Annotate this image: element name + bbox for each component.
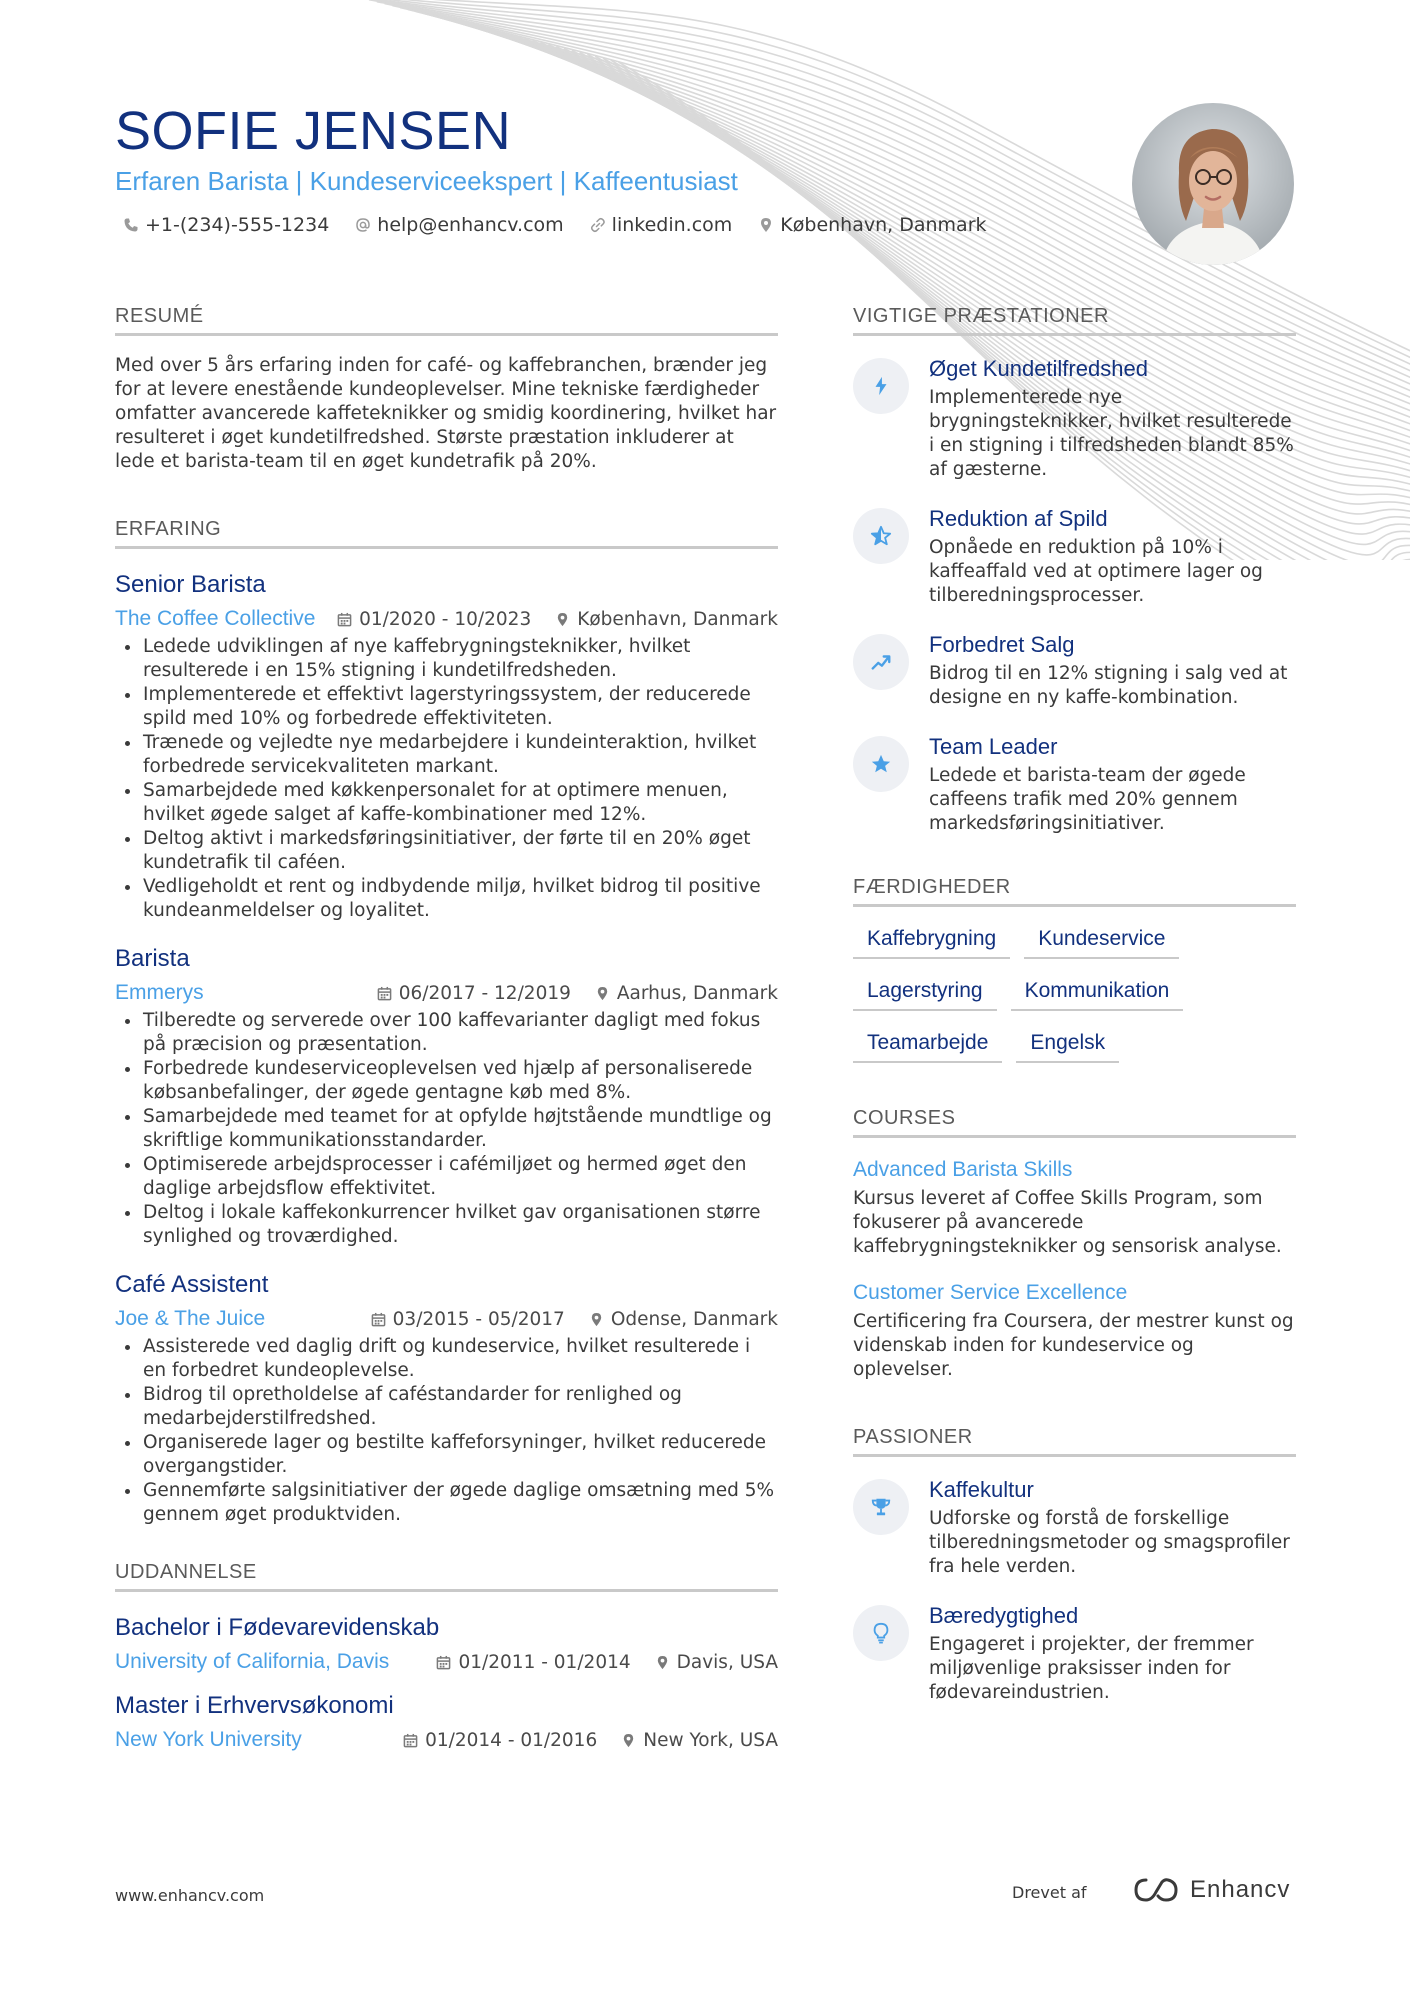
phone-icon (123, 217, 139, 233)
education-dates-text: 01/2014 - 01/2016 (425, 1729, 598, 1751)
right-column (853, 305, 1296, 1729)
job-location (555, 609, 778, 630)
contact-location-text: København, Danmark (780, 214, 987, 236)
contact-linkedin-text: linkedin.com (611, 214, 733, 236)
education-location-text: New York, USA (643, 1729, 778, 1751)
calendar-icon (436, 1655, 451, 1670)
experience-entry (115, 945, 778, 1249)
courses-section-title: COURSES (853, 1107, 1296, 1138)
job-bullet: Implementerede et effektivt lagerstyringssystem, der reducerede spild med 10% og forbedrede effektiviteten. (115, 683, 778, 731)
skills-section (853, 876, 1296, 1063)
job-bullet: Deltog i lokale kaffekonkurrencer hvilket gav organisationen større synlighed og troværdighed. (115, 1201, 778, 1249)
achievement-title: Team Leader (929, 734, 1058, 759)
degree-title: Master i Erhvervsøkonomi (115, 1692, 394, 1719)
calendar-icon (403, 1733, 418, 1748)
job-bullets (115, 1009, 778, 1249)
location-pin-icon (595, 986, 610, 1001)
achievement-text: Implementerede nye brygningsteknikker, hvilket resulterede i en stigning i tilfredsheden blandt 85% af gæsterne. (929, 387, 1294, 480)
link-icon (590, 217, 606, 233)
achievement-title: Øget Kundetilfredshed (929, 356, 1148, 381)
achievement-title: Reduktion af Spild (929, 506, 1108, 531)
job-title: Café Assistent (115, 1271, 269, 1298)
courses-section (853, 1107, 1296, 1382)
job-dates-text: 03/2015 - 05/2017 (392, 1308, 565, 1330)
enhancv-logo-text: Enhancv (1190, 1876, 1291, 1903)
contact-phone[interactable] (123, 214, 329, 236)
job-location-text: Aarhus, Danmark (616, 982, 778, 1004)
course-text: Kursus leveret af Coffee Skills Program, som fokuserer på avancerede kaffebrygningsteknikker og sensorisk analyse. (853, 1188, 1282, 1257)
contact-location (758, 214, 986, 236)
skills-section-title: FÆRDIGHEDER (853, 876, 1296, 907)
footer-powered-by: Drevet af (1012, 1883, 1087, 1902)
lightbulb-icon (853, 1605, 909, 1661)
achievement-item (853, 734, 1296, 836)
achievements-section (853, 305, 1296, 836)
education-section-title: UDDANNELSE (115, 1561, 778, 1592)
experience-section (115, 518, 778, 1527)
contact-linkedin[interactable] (590, 214, 733, 236)
education-location (655, 1652, 778, 1673)
lightning-icon (853, 358, 909, 414)
degree-title: Bachelor i Fødevarevidenskab (115, 1614, 440, 1641)
job-bullets (115, 635, 778, 923)
course-item (853, 1281, 1296, 1382)
calendar-icon (377, 986, 392, 1001)
footer-website[interactable]: www.enhancv.com (115, 1886, 265, 1905)
achievement-item (853, 506, 1296, 608)
job-meta-right (377, 983, 778, 1004)
passion-title: Kaffekultur (929, 1477, 1034, 1502)
passion-title: Bæredygtighed (929, 1603, 1079, 1628)
job-title: Senior Barista (115, 571, 266, 598)
star-icon (853, 736, 909, 792)
location-pin-icon (555, 612, 570, 627)
passion-text: Udforske og forstå de forskellige tilberedningsmetoder og smagsprofiler fra hele verden. (929, 1508, 1290, 1577)
enhancv-logo-icon (1132, 1876, 1180, 1904)
education-location-text: Davis, USA (676, 1651, 778, 1673)
contact-email-text: help@enhancv.com (377, 214, 564, 236)
resume-summary-text: Med over 5 års erfaring inden for café- og kaffebranchen, brænder jeg for at levere enestående kundeoplevelser. Mine tekniske færdigheder omfatter avancerede kaffeteknikker og smidig koordinering, hvilket har resulteret i øget kundetilfredshed. Største præstation inkluderer at lede et barista-team til en øget kundetrafik på 20%. (115, 355, 777, 472)
education-meta-right (403, 1730, 778, 1751)
job-bullet: Samarbejdede med teamet for at opfylde højtstående mundtlige og skriftlige kommunikationsstandarder. (115, 1105, 778, 1153)
job-location (589, 1309, 778, 1330)
job-meta-right (371, 1309, 778, 1330)
resume-section (115, 305, 778, 474)
job-dates (377, 983, 571, 1004)
skill-tag: Engelsk (1016, 1031, 1119, 1063)
skill-tag: Lagerstyring (853, 979, 997, 1011)
experience-section-title: ERFARING (115, 518, 778, 549)
achievement-text: Ledede et barista-team der øgede caffeens trafik med 20% gennem markedsføringsinitiativer. (929, 765, 1246, 834)
achievement-text: Bidrog til en 12% stigning i salg ved at designe en ny kaffe-kombination. (929, 663, 1288, 708)
education-dates-text: 01/2011 - 01/2014 (458, 1651, 631, 1673)
company-name: Emmerys (115, 981, 204, 1004)
location-pin-icon (589, 1312, 604, 1327)
education-dates (403, 1730, 597, 1751)
education-meta (115, 1728, 778, 1752)
skills-list (853, 927, 1273, 1063)
job-meta (115, 981, 778, 1005)
location-pin-icon (758, 217, 774, 233)
job-title: Barista (115, 945, 190, 972)
job-meta (115, 1307, 778, 1331)
passion-item (853, 1477, 1296, 1579)
job-dates-text: 06/2017 - 12/2019 (398, 982, 571, 1004)
job-dates (371, 1309, 565, 1330)
contact-phone-text: +1-(234)-555-1234 (145, 214, 330, 236)
passions-section-title: PASSIONER (853, 1426, 1296, 1457)
job-bullet: Deltog aktivt i markedsføringsinitiativer, der førte til en 20% øget kundetrafik til caféen. (115, 827, 778, 875)
job-bullet: Optimiserede arbejdsprocesser i cafémiljøet og hermed øget den daglige arbejdsflow effektivitet. (115, 1153, 778, 1201)
education-meta (115, 1650, 778, 1674)
at-icon (355, 217, 371, 233)
job-bullet: Assisterede ved daglig drift og kundeservice, hvilket resulterede i en forbedret kundeoplevelse. (115, 1335, 778, 1383)
passions-section (853, 1426, 1296, 1705)
candidate-headline: Erfaren Barista | Kundeserviceekspert | Kaffeentusiast (115, 166, 738, 196)
job-bullet: Forbedrede kundeserviceoplevelsen ved hjælp af personaliserede købsanbefalinger, der øgede gentagne køb med 8%. (115, 1057, 778, 1105)
contact-email[interactable] (355, 214, 563, 236)
achievement-text: Opnåede en reduktion på 10% i kaffeaffald ved at optimere lager og tilberedningsprocesser. (929, 537, 1263, 606)
course-item (853, 1158, 1296, 1259)
job-bullets (115, 1335, 778, 1527)
job-meta (115, 607, 778, 631)
skill-tag: Kundeservice (1024, 927, 1179, 959)
enhancv-logo[interactable] (1132, 1876, 1290, 1904)
trend-up-icon (853, 634, 909, 690)
job-bullet: Bidrog til opretholdelse af caféstandarder for renlighed og medarbejderstilfredshed. (115, 1383, 778, 1431)
achievement-item (853, 632, 1296, 710)
job-bullet: Ledede udviklingen af nye kaffebrygningsteknikker, hvilket resulterede i en 15% stigning i kundetilfredsheden. (115, 635, 778, 683)
trophy-icon (853, 1479, 909, 1535)
experience-entry (115, 1271, 778, 1527)
education-dates (436, 1652, 630, 1673)
job-bullet: Vedligeholdt et rent og indbydende miljø, hvilket bidrog til positive kundeanmeldelser og loyalitet. (115, 875, 778, 923)
job-location-text: Odense, Danmark (610, 1308, 778, 1330)
job-location-text: København, Danmark (577, 608, 778, 630)
education-entry (115, 1692, 778, 1752)
resume-section-title: RESUMÉ (115, 305, 778, 336)
profile-photo (1132, 103, 1294, 265)
passion-item (853, 1603, 1296, 1705)
location-pin-icon (655, 1655, 670, 1670)
education-section (115, 1561, 778, 1752)
contact-bar (123, 214, 987, 236)
achievement-item (853, 356, 1296, 482)
left-column (115, 305, 778, 1770)
experience-entry (115, 571, 778, 923)
job-bullet: Trænede og vejledte nye medarbejdere i kundeinteraktion, hvilket forbedrede servicekvaliteten markant. (115, 731, 778, 779)
achievement-title: Forbedret Salg (929, 632, 1075, 657)
company-name: Joe & The Juice (115, 1307, 266, 1330)
achievements-section-title: VIGTIGE PRÆSTATIONER (853, 305, 1296, 336)
job-bullet: Organiserede lager og bestilte kaffeforsyninger, hvilket reducerede overgangstider. (115, 1431, 778, 1479)
education-meta-right (436, 1652, 778, 1673)
education-location (621, 1730, 778, 1751)
course-title: Customer Service Excellence (853, 1281, 1128, 1304)
skill-tag: Kaffebrygning (853, 927, 1010, 959)
education-entry (115, 1614, 778, 1674)
location-pin-icon (621, 1733, 636, 1748)
job-bullet: Tilberedte og serverede over 100 kaffevarianter dagligt med fokus på præcision og præsentation. (115, 1009, 778, 1057)
job-dates (337, 609, 531, 630)
candidate-name: SOFIE JENSEN (115, 101, 512, 161)
school-name: University of California, Davis (115, 1650, 390, 1673)
calendar-icon (371, 1312, 386, 1327)
course-title: Advanced Barista Skills (853, 1158, 1073, 1181)
job-location (595, 983, 778, 1004)
job-dates-text: 01/2020 - 10/2023 (359, 608, 532, 630)
job-bullet: Samarbejdede med køkkenpersonalet for at optimere menuen, hvilket øgede salget af kaffe-kombinationer med 12%. (115, 779, 778, 827)
school-name: New York University (115, 1728, 302, 1751)
skill-tag: Teamarbejde (853, 1031, 1002, 1063)
course-text: Certificering fra Coursera, der mestrer kunst og videnskab inden for kundeservice og oplevelser. (853, 1311, 1294, 1380)
skill-tag: Kommunikation (1011, 979, 1184, 1011)
calendar-icon (337, 612, 352, 627)
job-bullet: Gennemførte salgsinitiativer der øgede daglige omsætning med 5% gennem øget produktviden. (115, 1479, 778, 1527)
job-meta-right (337, 609, 778, 630)
passion-text: Engageret i projekter, der fremmer miljøvenlige praksisser inden for fødevareindustrien. (929, 1634, 1254, 1703)
star-half-icon (853, 508, 909, 564)
company-name: The Coffee Collective (115, 607, 316, 630)
